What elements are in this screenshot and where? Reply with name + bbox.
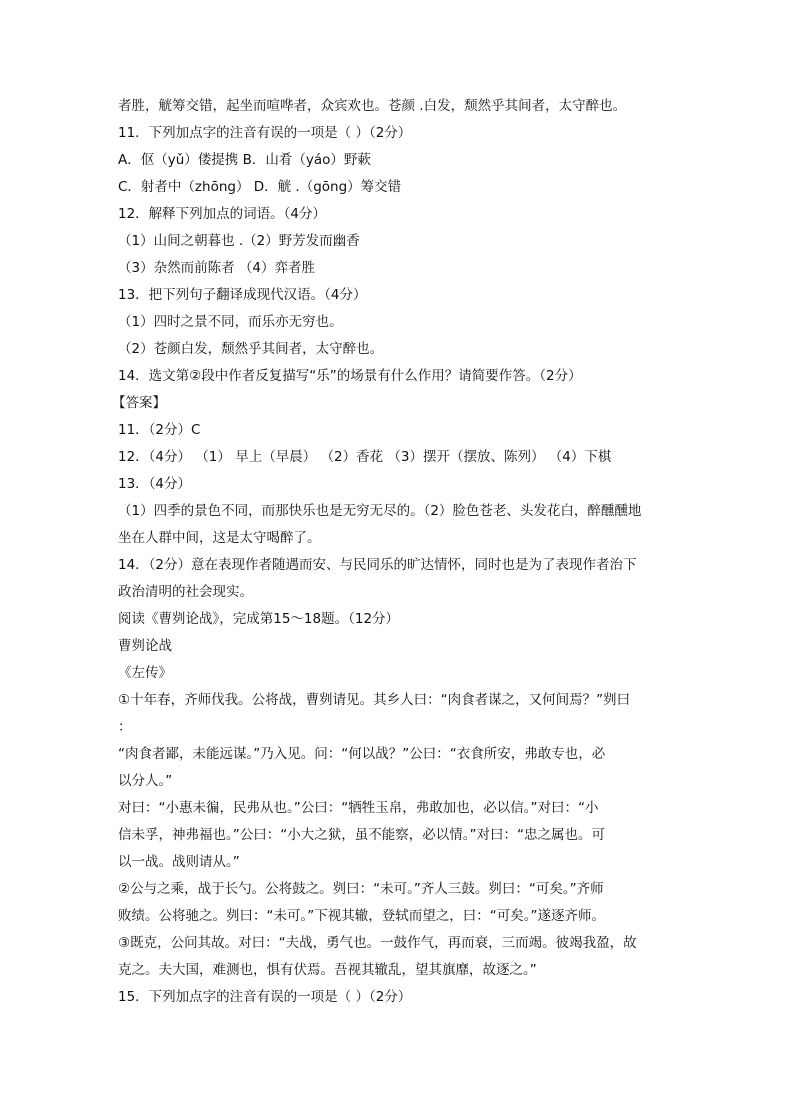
passage-line: ③既克，公问其故。对曰：“夫战，勇气也。一鼓作气，再而衰，三而竭。彼竭我盈，故 xyxy=(118,935,637,951)
passage-line: ： xyxy=(118,719,132,735)
text-line: 政治清明的社会现实。 xyxy=(118,584,253,600)
answer-11: 11．（2分）C xyxy=(118,422,201,438)
passage-source: 《左传》 xyxy=(118,665,172,681)
text-line: 者胜，觥筹交错，起坐而喧哗者，众宾欢也。苍颜 .白发，颓然乎其间者，太守醉也。 xyxy=(118,98,627,114)
option-line: C．射者中（zhōng） D．觥 .（gōng）筹交错 xyxy=(118,179,402,195)
option-line: A．伛（yǔ）偻提携 B．山肴（yáo）野蔌 xyxy=(118,152,371,168)
passage-line: “肉食者鄙，未能远谋。”乃入见。问：“何以战？”公曰：“衣食所安，弗敢专也，必 xyxy=(118,746,606,762)
text-line: （1）四季的景色不同，而那快乐也是无穷无尽的。（2）脸色苍老、头发花白，醉醺醺地 xyxy=(118,503,642,519)
answer-12: 12．（4分） （1） 早上（早晨） （2）香花 （3）摆开（摆放、陈列） （4）下棋 xyxy=(118,449,612,465)
passage-line: 以一战。战则请从。” xyxy=(118,854,240,870)
text-line: （1）山间之朝暮也 .（2）野芳发而幽香 xyxy=(118,233,360,249)
passage-line: ①十年春，齐师伐我。公将战，曹刿请见。其乡人曰：“肉食者谋之，又何间焉？”刿曰 xyxy=(118,692,631,708)
reading-instruction: 阅读《曹刿论战》，完成第15～18题。（12分） xyxy=(118,611,400,627)
passage-line: ②公与之乘，战于长勺。公将鼓之。刿曰：“未可。”齐人三鼓。刿曰：“可矣。”齐师 xyxy=(118,881,604,897)
answer-14: 14．（2分）意在表现作者随遇而安、与民同乐的旷达情怀，同时也是为了表现作者治下 xyxy=(118,557,637,573)
question-14: 14．选文第②段中作者反复描写“乐”的场景有什么作用？请简要作答。（2分） xyxy=(118,368,582,384)
question-11: 11．下列加点字的注音有误的一项是（ ）（2分） xyxy=(118,125,412,141)
passage-title: 曹刿论战 xyxy=(118,638,172,654)
answer-heading: 【答案】 xyxy=(112,395,166,411)
passage-line: 信未孚，神弗福也。”公曰：“小大之狱，虽不能察，必以情。”对曰：“忠之属也。可 xyxy=(118,827,605,843)
passage-line: 以分人。” xyxy=(118,773,173,789)
text-line: （2）苍颜白发，颓然乎其间者，太守醉也。 xyxy=(118,341,384,357)
answer-13: 13．（4分） xyxy=(118,476,192,492)
question-13: 13．把下列句子翻译成现代汉语。（4分） xyxy=(118,287,367,303)
text-line: （3）杂然而前陈者 （4）弈者胜 xyxy=(118,260,315,276)
passage-line: 克之。夫大国，难测也，惧有伏焉。吾视其辙乱，望其旗靡，故逐之。” xyxy=(118,962,537,978)
passage-line: 败绩。公将驰之。刿曰：“未可。”下视其辙，登轼而望之，曰：“可矣。”遂逐齐师。 xyxy=(118,908,605,924)
text-line: 坐在人群中间，这是太守喝醉了。 xyxy=(118,530,321,546)
text-line: （1）四时之景不同，而乐亦无穷也。 xyxy=(118,314,343,330)
passage-line: 对曰：“小惠未徧，民弗从也。”公曰：“牺牲玉帛，弗敢加也，必以信。”对曰：“小 xyxy=(118,800,599,816)
question-12: 12．解释下列加点的词语。（4分） xyxy=(118,206,327,222)
question-15: 15．下列加点字的注音有误的一项是（ ）（2分） xyxy=(118,989,412,1005)
